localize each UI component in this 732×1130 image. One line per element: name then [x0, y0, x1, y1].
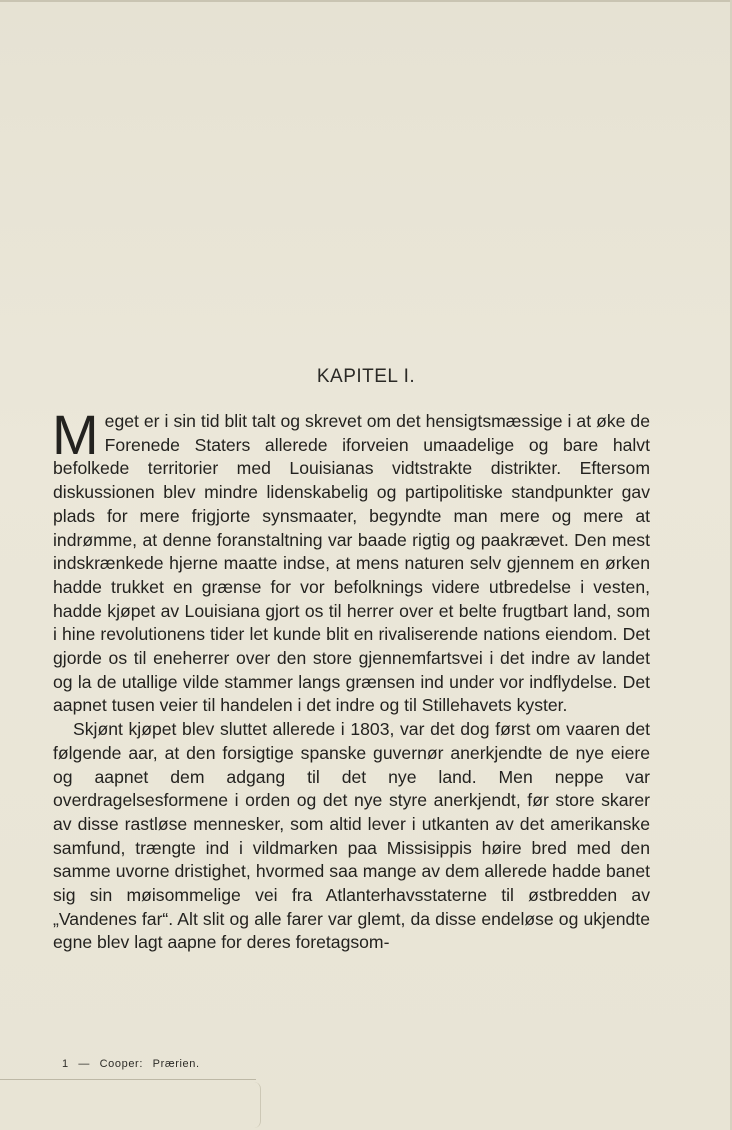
page-fold-mark — [254, 1082, 261, 1128]
paragraph-1 — [52, 403, 650, 718]
page-top-edge — [0, 0, 732, 2]
footnote-dash: — — [78, 1058, 90, 1070]
footnote-rule — [0, 1079, 256, 1080]
body-text — [52, 403, 650, 955]
footnote — [62, 1058, 200, 1070]
footnote-author: Cooper: — [99, 1058, 143, 1070]
footnote-work: Prærien. — [152, 1058, 200, 1070]
paragraph-1-text: eget er i sin tid blit talt og skrevet om det hensigtsmæssige i at øke de Forenede Staters allerede iforveien umaadelige og bare halvt befolkede territorier med Louisianas vidtstrakte distrikter. Eftersom diskussionen blev mindre lidenskabelig og partipolitiske standpunkter gav plads for mere frigjorte synsmaater, begyndte man mere og mere at indrømme, at denne foranstaltning var baade rigtig og paakrævet. Den mest indskrænkede hjerne maatte indse, at mens naturen selv gjennem en ørken hadde trukket en grænse for vor befolknings videre utbredelse i vesten, hadde kjøpet av Louisiana gjort os til herrer over et belte frugtbart land, som i hine revolutionens tider let kunde blit en rivaliserende nations eiendom. Det gjorde os til eneherrer over den store gjennemfartsvei i det indre av landet og la de utallige vilde stammer langs grænsen ind under vor indflydelse. Det aapnet tusen veier til handelen i det indre og til Stillehavets kyster. — [53, 411, 650, 716]
drop-cap: M — [52, 403, 99, 466]
chapter-title: KAPITEL I. — [316, 366, 416, 387]
footnote-number: 1 — [62, 1058, 69, 1070]
paragraph-2: Skjønt kjøpet blev sluttet allerede i 1803, var det dog først om vaaren det følgende aar, at den forsigtige spanske guvernør anerkjendte de nye eiere og aapnet dem adgang til det nye land. Men neppe var overdragelsesformene i orden og det nye styre anerkjendt, før store skarer av disse rastløse mennesker, som altid lever i utkanten av det amerikanske samfund, trængte ind i vildmarken paa Missisippis høire bred med den samme uvorne dristighet, hvormed saa mange av dem allerede hadde banet sig sin møisommelige vei fra Atlanterhavsstaterne til østbredden av „Vandenes far“. Alt slit og alle farer var glemt, da disse endeløse og ukjendte egne blev lagt aapne for deres foretagsom- — [53, 719, 650, 953]
